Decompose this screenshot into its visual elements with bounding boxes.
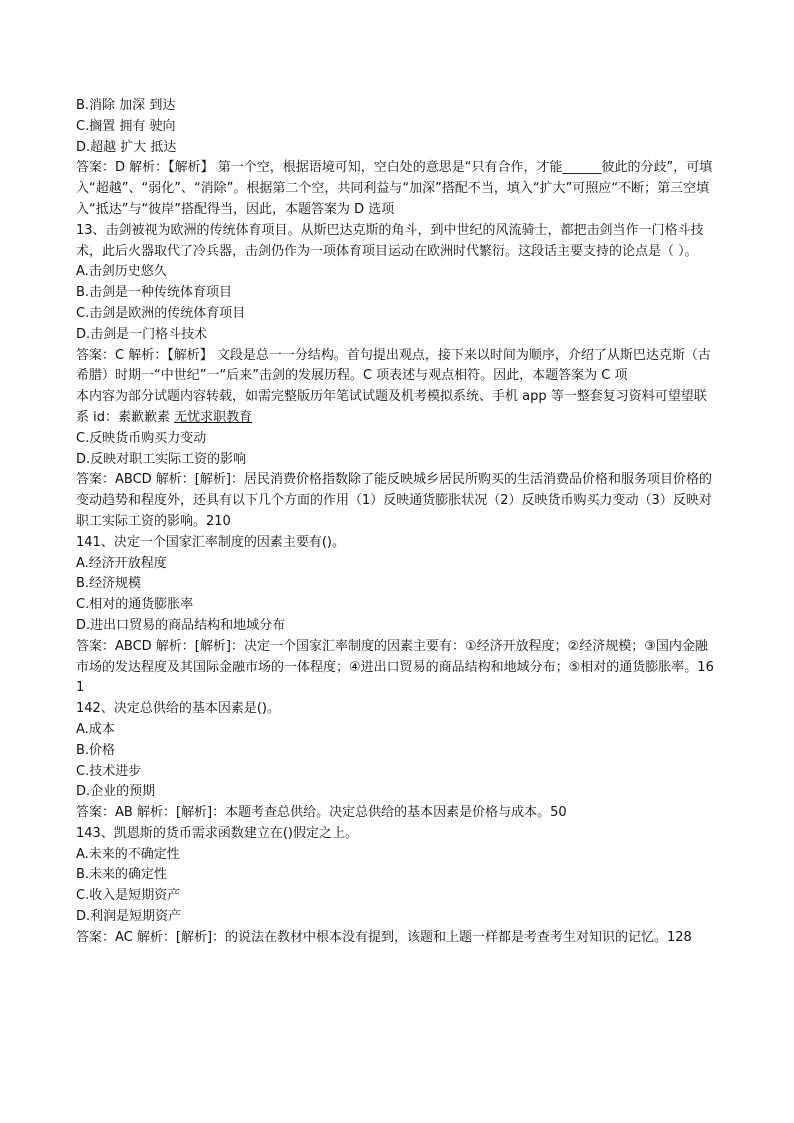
option-d: D.击剑是一门格斗技术 (76, 326, 208, 342)
answer-explanation: 答案：AC 解析：[解析]：的说法在教材中根本没有提到，该题和上题一样都是考查考生对知识的记忆。128 (76, 929, 692, 945)
answer-explanation: 答案：D 解析：【解析】 第一个空，根据语境可知，空白处的意思是“只有合作，才能______彼此的分歧”，可填入“超越”、“弱化”、“消除”。根据第二个空，共同利益与“加深”搭配不当，填入“扩大”可照应“不断；第三空填入“抵达”与“彼岸”搭配得当，因此，本题答案为 D 选项 (76, 160, 713, 217)
option-c: C.相对的通货膨胀率 (76, 597, 194, 613)
contact-link[interactable]: 无忧求职教育 (174, 409, 253, 425)
answer-explanation: 答案：ABCD 解析：[解析]：居民消费价格指数除了能反映城乡居民所购买的生活消费品价格和服务项目价格的变动趋势和程度外，还具有以下几个方面的作用（1）反映通货膨胀状况（2）反映货币购买力变动（3）反映对职工实际工资的影响。210 (76, 472, 712, 529)
option-b: B.消除 加深 到达 (76, 98, 176, 113)
answer-explanation: 答案：AB 解析：[解析]：本题考查总供给。决定总供给的基本因素是价格与成本。50 (76, 805, 567, 821)
option-d: D.利润是短期资产 (76, 909, 182, 925)
option-b: B.未来的确定性 (76, 867, 168, 883)
option-b: B.价格 (76, 742, 116, 758)
question-stem: 142、决定总供给的基本因素是()。 (76, 701, 280, 717)
option-c: C.击剑是欧洲的传统体育项目 (76, 305, 246, 321)
option-c: C.收入是短期资产 (76, 888, 181, 904)
document-page (76, 96, 718, 949)
option-d: D.企业的预期 (76, 784, 156, 800)
option-a: A.未来的不确定性 (76, 846, 180, 862)
option-c: C.搁置 拥有 驶向 (76, 118, 176, 134)
notice-text (76, 387, 718, 429)
option-b: B.经济规模 (76, 576, 142, 592)
option-c: C.技术进步 (76, 763, 142, 779)
question-stem: 141、决定一个国家汇率制度的因素主要有()。 (76, 534, 345, 550)
option-c: C.反映货币购买力变动 (76, 430, 207, 446)
question-stem: 143、凯恩斯的货币需求函数建立在()假定之上。 (76, 825, 358, 841)
question-stem: 13、击剑被视为欧洲的传统体育项目。从斯巴达克斯的角斗，到中世纪的风流骑士，都把击剑当作一门格斗技术，此后火器取代了冷兵器，击剑仍作为一项体育项目运动在欧洲时代繁衍。这段话主要支持的论点是（ ）。 (76, 222, 704, 259)
notice-body: 本内容为部分试题内容转载，如需完整版历年笔试试题及机考模拟系统、手机 app 等一整套复习资料可望望联系 id：素歉歉素 (76, 389, 707, 425)
option-d: D.超越 扩大 抵达 (76, 139, 177, 155)
option-d: D.反映对职工实际工资的影响 (76, 451, 247, 467)
answer-explanation: 答案：ABCD 解析：[解析]：决定一个国家汇率制度的因素主要有：①经济开放程度；②经济规模；③国内金融市场的发达程度及其国际金融市场的一体程度；④进出口贸易的商品结构和地域分布；⑤相对的通货膨胀率。161 (76, 638, 714, 696)
option-d: D.进出口贸易的商品结构和地域分布 (76, 617, 286, 633)
answer-explanation: 答案：C 解析：【解析】 文段是总一一分结构。首句提出观点，接下来以时间为顺序，介绍了从斯巴达克斯（古希腊）时期一“中世纪”一“后来”击剑的发展历程。C 项表述与观点相符。因此，本题答案为 C 项 (76, 347, 711, 384)
option-a: A.击剑历史悠久 (76, 264, 167, 280)
option-a: A.经济开放程度 (76, 555, 167, 571)
option-a: A.成本 (76, 721, 115, 737)
option-b: B.击剑是一种传统体育项目 (76, 285, 233, 301)
